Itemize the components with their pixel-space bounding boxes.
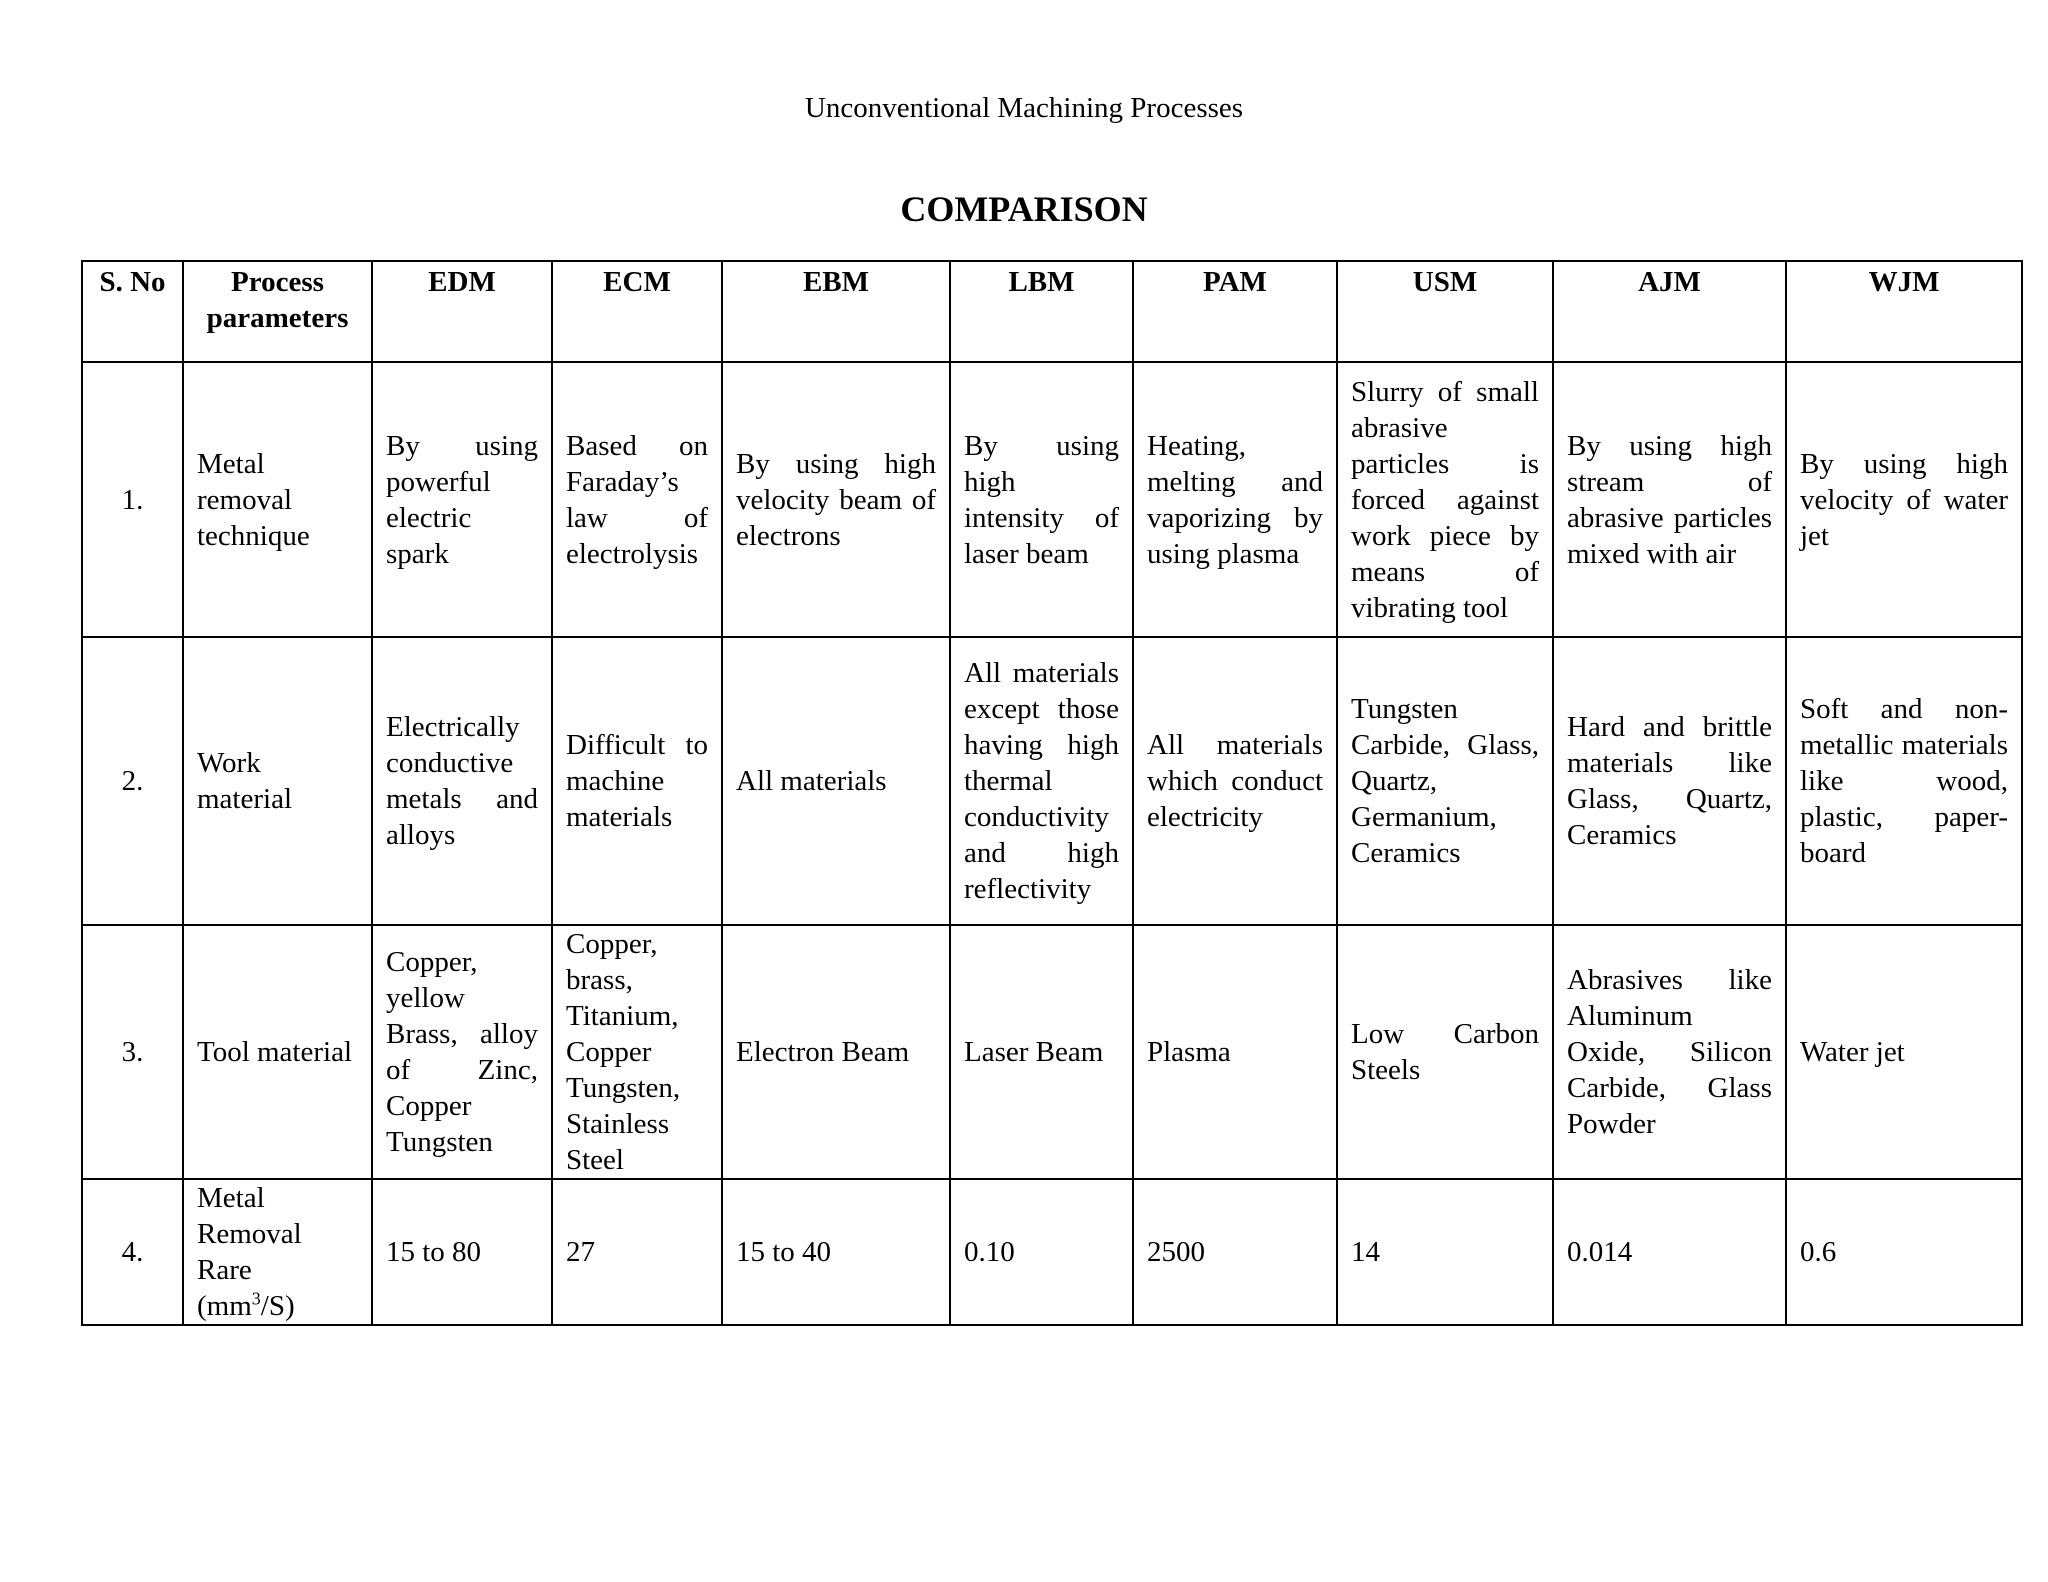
cell-ecm: 27 [552, 1179, 722, 1325]
cell-ecm: Difficult to machine materials [552, 637, 722, 925]
header-ebm: EBM [722, 261, 950, 362]
header-usm: USM [1337, 261, 1553, 362]
cell-wjm: Water jet [1786, 925, 2022, 1179]
cell-lbm: By using high intensity of laser beam [950, 362, 1133, 637]
cell-ecm: Based on Faraday’s law of electrolysis [552, 362, 722, 637]
unit-prefix: (mm [197, 1290, 252, 1322]
table-row [82, 1179, 2022, 1325]
row-parameter: Tool material [183, 925, 372, 1179]
page-title: COMPARISON [900, 189, 1148, 229]
parameter-label: Metal Removal Rare [197, 1182, 302, 1286]
cell-ebm: By using high velocity beam of electrons [722, 362, 950, 637]
cell-lbm: All materials except those having high thermal conductivity and high reflectivity [950, 637, 1133, 925]
cell-pam: Plasma [1133, 925, 1337, 1179]
row-parameter: Work material [183, 637, 372, 925]
row-number: 4. [82, 1179, 183, 1325]
cell-ajm: By using high stream of abrasive particles mixed with air [1553, 362, 1786, 637]
cell-edm: Copper, yellow Brass, alloy of Zinc, Copper Tungsten [372, 925, 552, 1179]
cell-wjm: 0.6 [1786, 1179, 2022, 1325]
cell-ebm: All materials [722, 637, 950, 925]
cell-lbm: Laser Beam [950, 925, 1133, 1179]
cell-edm: Electrically conductive metals and alloys [372, 637, 552, 925]
header-ecm: ECM [552, 261, 722, 362]
table-row [82, 362, 2022, 637]
cell-usm: Slurry of small abrasive particles is forced against work piece by means of vibrating tool [1337, 362, 1553, 637]
cell-pam: All materials which conduct electricity [1133, 637, 1337, 925]
cell-wjm: By using high velocity of water jet [1786, 362, 2022, 637]
header-edm: EDM [372, 261, 552, 362]
header-pam: PAM [1133, 261, 1337, 362]
table-row [82, 925, 2022, 1179]
cell-ajm: 0.014 [1553, 1179, 1786, 1325]
unit-suffix: /S) [260, 1290, 295, 1322]
row-number: 1. [82, 362, 183, 637]
row-number: 2. [82, 637, 183, 925]
header-process-parameters: Process parameters [183, 261, 372, 362]
comparison-table [81, 260, 2023, 1326]
cell-usm: 14 [1337, 1179, 1553, 1325]
cell-edm: By using powerful electric spark [372, 362, 552, 637]
row-parameter [183, 1179, 372, 1325]
cell-ajm: Hard and brittle materials like Glass, Quartz, Ceramics [1553, 637, 1786, 925]
table-header-row [82, 261, 2022, 362]
cell-ecm: Copper, brass, Titanium, Copper Tungsten, Stainless Steel [552, 925, 722, 1179]
cell-ajm: Abrasives like Aluminum Oxide, Silicon Carbide, Glass Powder [1553, 925, 1786, 1179]
header-wjm: WJM [1786, 261, 2022, 362]
header-lbm: LBM [950, 261, 1133, 362]
header-sno: S. No [82, 261, 183, 362]
cell-ebm: 15 to 40 [722, 1179, 950, 1325]
cell-ebm: Electron Beam [722, 925, 950, 1179]
header-ajm: AJM [1553, 261, 1786, 362]
cell-lbm: 0.10 [950, 1179, 1133, 1325]
row-parameter: Metal removal technique [183, 362, 372, 637]
cell-usm: Tungsten Carbide, Glass, Quartz, Germanium, Ceramics [1337, 637, 1553, 925]
cell-pam: 2500 [1133, 1179, 1337, 1325]
cell-usm: Low Carbon Steels [1337, 925, 1553, 1179]
table-row [82, 637, 2022, 925]
running-header: Unconventional Machining Processes [804, 92, 1244, 124]
row-number: 3. [82, 925, 183, 1179]
cell-wjm: Soft and non-metallic materials like wood, plastic, paper-board [1786, 637, 2022, 925]
unit-exponent: 3 [251, 1288, 261, 1309]
cell-edm: 15 to 80 [372, 1179, 552, 1325]
cell-pam: Heating, melting and vaporizing by using plasma [1133, 362, 1337, 637]
